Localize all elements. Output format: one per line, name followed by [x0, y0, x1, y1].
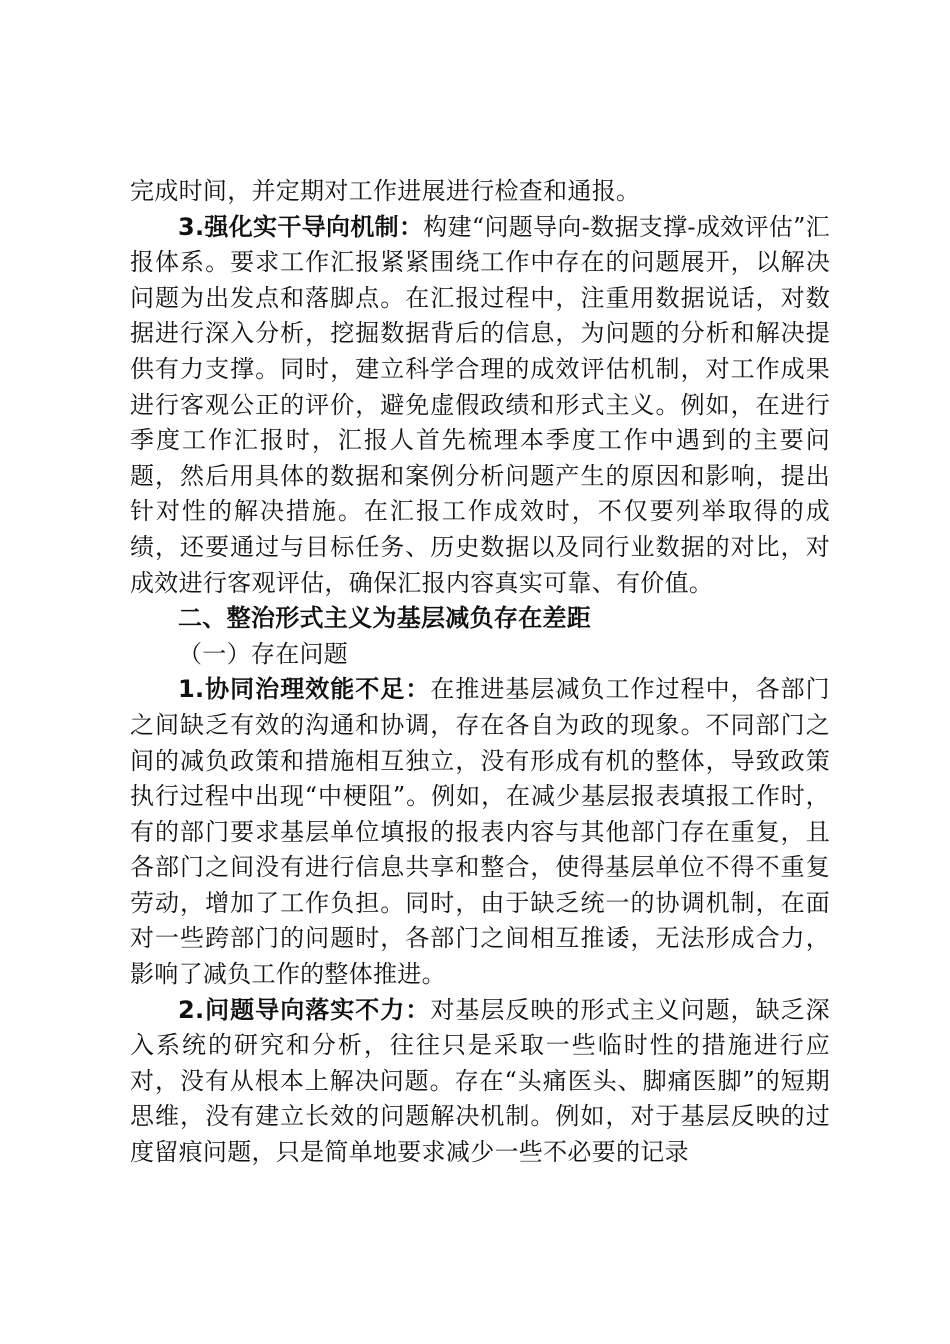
- paragraph-text: 在推进基层减负工作过程中，各部门之间缺乏有效的沟通和协调，存在各自为政的现象。不同部门之间的减负政策和措施相互独立，没有形成有机的整体，导致政策执行过程中出现“中梗阻”。例如，在减少基层报表填报工作时，有的部门要求基层单位填报的报表内容与其他部门存在重复，且各部门之间没有进行信息共享和整合，使得基层单位不得不重复劳动，增加了工作负担。同时，由于缺乏统一的协调机制，在面对一些跨部门的问题时，各部门之间相互推诿，无法形成合力，影响了减负工作的整体推进。: [130, 675, 830, 989]
- paragraph-text: 构建“问题导向-数据支撑-成效评估”汇报体系。要求工作汇报紧紧围绕工作中存在的问题展开，以解决问题为出发点和落脚点。在汇报过程中，注重用数据说话，对数据进行深入分析，挖掘数据背后的信息，为问题的分析和解决提供有力支撑。同时，建立科学合理的成效评估机制，对工作成果进行客观公正的评价，避免虚假政绩和形式主义。例如，在进行季度工作汇报时，汇报人首先梳理本季度工作中遇到的主要问题，然后用具体的数据和案例分析问题产生的原因和影响，提出针对性的解决措施。在汇报工作成效时，不仅要列举取得的成绩，还要通过与目标任务、历史数据以及同行业数据的对比，对成效进行客观评估，确保汇报内容真实可靠、有价值。: [130, 212, 830, 597]
- paragraph-text: 完成时间，并定期对工作进展进行检查和通报。: [130, 177, 641, 205]
- paragraph-governance: [130, 672, 830, 992]
- paragraph-problem-orientation: [130, 993, 830, 1171]
- paragraph-text: 对基层反映的形式主义问题，缺乏深入系统的研究和分析，往往只是采取一些临时性的措施进行应对，没有从根本上解决问题。存在“头痛医头、脚痛医脚”的短期思维，没有建立长效的问题解决机制。例如，对于基层反映的过度留痕问题，只是简单地要求减少一些不必要的记录: [130, 995, 830, 1167]
- paragraph-lead: 1.协同治理效能不足：: [178, 675, 431, 704]
- paragraph-lead: 2.问题导向落实不力：: [178, 995, 431, 1024]
- subsection-heading: （一）存在问题: [178, 639, 349, 668]
- document-page: [130, 174, 830, 1171]
- paragraph-continuation: [130, 174, 830, 210]
- paragraph-mechanism: [130, 210, 830, 602]
- section-heading: 二、整治形式主义为基层减负存在差距: [178, 604, 592, 633]
- paragraph-lead: 3.强化实干导向机制：: [178, 212, 424, 241]
